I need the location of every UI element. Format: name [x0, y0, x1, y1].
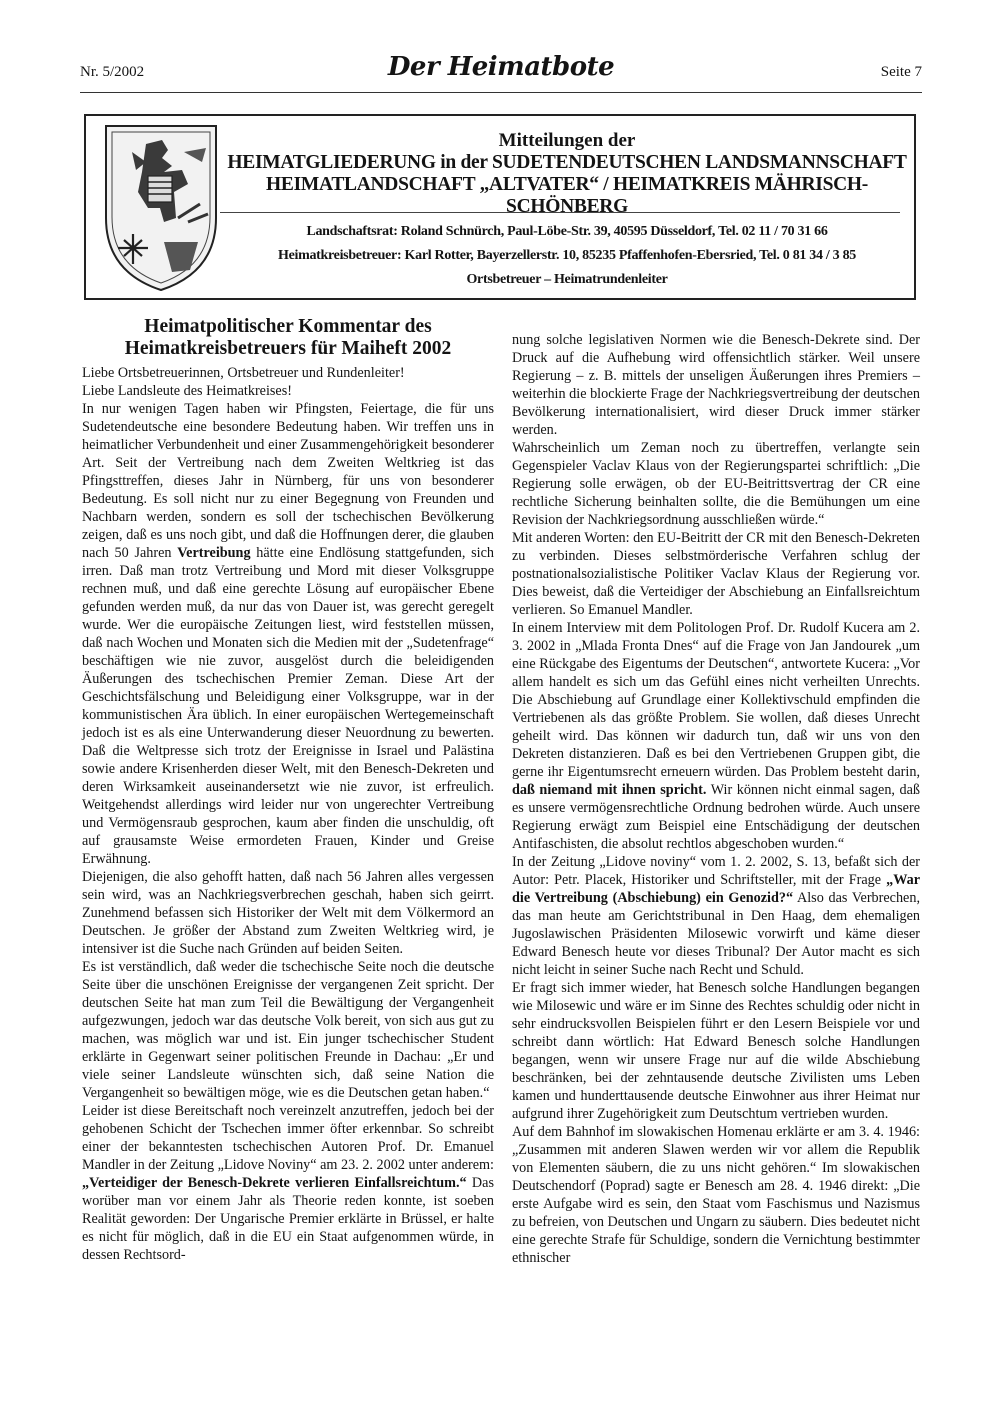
heimatgliederung-box: [84, 114, 916, 300]
greeting-line2: Liebe Landsleute des Heimatkreises!: [82, 383, 292, 399]
headline-line1: Heimatpolitischer Kommentar des: [144, 316, 432, 337]
paragraph-4-text-cont: Das worüber man vor einem Jahr als Theorie reden konnte, ist soeben Realität geworden: Der Ungarische Premier erklärte in Brüssel, er halte es nicht für möglich, daß in die EU ein Staat aufgenommen würde, in dessen Rechtsord-: [82, 1175, 494, 1263]
issue-number: Nr. 5/2002: [80, 64, 145, 80]
paragraph-1-text: In nur wenigen Tagen haben wir Pfingsten, Feiertage, die für uns Sudetendeutsche eine besondere Bedeutung haben. Wir treffen uns in heimatlicher Verbundenheit und einer Zusammengehörigkeit besonderer Art. Seit der Vertreibung nach dem Zweiten Weltkrieg ist das Pfingsttreffen, dieses Jahr in Nürnberg, für uns von besonderer Bedeutung. Es soll nicht nur zu einer Begegnung von Freunden und Nachbarn werden, sondern es soll der tschechischen Bevölkerung zeigen, daß es uns noch gibt, und daß die Hoffnungen derer, die glauben nach 50 Jahren: [82, 401, 494, 561]
greeting-line1: Liebe Ortsbetreuerinnen, Ortsbetreuer und Rundenleiter!: [82, 365, 405, 381]
box-title-line1: Mitteilungen der: [498, 130, 636, 151]
box-contacts: [226, 220, 908, 292]
paragraph-4: [82, 1102, 494, 1264]
coat-of-arms-icon: [102, 122, 220, 294]
paragraph-r5: [512, 853, 920, 979]
box-title-line3: HEIMATLANDSCHAFT „ALTVATER“ / HEIMATKREIS MÄHRISCH-SCHÖNBERG: [266, 174, 868, 217]
paragraph-1-text-cont: hätte eine Endlösung stattgefunden, sich irren. Daß man trotz Vertreibung und Mord mit dieser Volksgruppe rechnen muß, und daß eine gerechte Lösung auf europäischer Ebene gefunden werden muß, da nur das von Dauer ist, was gerecht geregelt wurde. Wer die europäische Zeitungen liest, wird feststellen müssen, daß nach Wochen und Monaten sich die Medien mit der „Sudetenfrage“ beschäftigen wie nie zuvor, ausgelöst durch die beleidigenden Äußerungen des tschechischen Premier Zeman. Diese Art der Geschichtsfälschung und Beleidigung einer Volksgruppe, war in der kommunistischen Ära üblich. In einer europäischen Wertegemeinschaft jedoch ist es als eine Unterwanderung dieser Neuordnung zu bewerten. Daß die Weltpresse sich trotz der Ereignisse in Israel und Palästina sowie andere Krisenherden dieser Welt, mit den Benesch-Dekreten und deren Wirksamkeit auseinandersetzt wie nie zuvor, ist erfreulich. Weitgehendst allerdings wird leider nur von ungerechter Vertreibung und Vermögensraub gesprochen, kaum aber finden die unschuldig, oft auf grausamste Weise ermordeten Frauen, Kinder und Greise Erwähnung.: [82, 545, 494, 867]
contact-heimatkreisbetreuer: Heimatkreisbetreuer: Karl Rotter, Bayerzellerstr. 10, 85235 Pfaffenhofen-Ebersried, Tel. 0 81 34 / 3 85: [278, 248, 856, 263]
headline-line2: Heimatkreisbetreuers für Maiheft 2002: [124, 338, 452, 359]
paragraph-r4-text: In einem Interview mit dem Politologen Prof. Dr. Rudolf Kucera am 2. 3. 2002 in „Mlada Fronta Dnes“ auf die Frage von Jan Jandourek „um eine Rückgabe des Eigentums der Deutschen“, antwortete Kucera: „Vor allem handelt es sich um das Gefühl eines nicht verheilten Unrechts. Die Abschiebung auf Grundlage einer Kollektivschuld empfinden die Vertriebenen als das größte Problem. Sie wollen, daß dieses Unrecht geheilt wird. Das können wir dadurch tun, daß wir uns von den Dekreten distanzieren. Daß es bei den Vertriebenen Gruppen gibt, die gerne ihr Eigentumsrecht erneuern würden. Das Problem besteht darin,: [512, 620, 920, 780]
box-title: [226, 130, 908, 218]
article-headline: [82, 316, 494, 360]
contact-ortsbetreuer: Ortsbetreuer – Heimatrundenleiter: [466, 272, 668, 287]
paragraph-r5-text: In der Zeitung „Lidove noviny“ vom 1. 2. 2002, S. 13, befaßt sich der Autor: Petr. Placek, Historiker und Schriftsteller, mit der Frage: [512, 854, 920, 888]
paragraph-r3: Mit anderen Worten: den EU-Beitritt der CR mit den Benesch-Dekreten zu verbinden. Dieses selbstmörderische Verfahren schlug der postnationalsozialistische Politiker Vaclav Klaus der Regierung vor. Dies beweist, daß die Verteidiger der Abschiebung an Einfallsreichtum verlieren. So Emanuel Mandler.: [512, 530, 920, 618]
article-column-right: [512, 331, 920, 1267]
paragraph-2: Diejenigen, die also gehofft hatten, daß nach 56 Jahren alles vergessen sein wird, was an Nachkriegsverbrechen geschah, haben sich geirrt. Zunehmend befassen sich Historiker der Welt mit dem Völkermord an Deutschen. Je größer der Abstand zum Zweiten Weltkrieg wird, je intensiver ist die Suche nach Gründen auf beiden Seiten.: [82, 869, 494, 957]
paragraph-r4: [512, 619, 920, 853]
paragraph-r4-bold: daß niemand mit ihnen spricht.: [512, 782, 707, 798]
page-number: Seite 7: [880, 64, 922, 80]
paragraph-r5-bold: „War die Vertreibung (Abschiebung) ein Genozid?“: [512, 872, 920, 906]
masthead: Der Heimatbote: [387, 52, 615, 82]
paragraph-1: [82, 400, 494, 868]
paragraph-3: Es ist verständlich, daß weder die tschechische Seite noch die deutsche Seite über die unschönen Ereignisse der vergangenen Zeit spricht. Der deutschen Seite hat man zum Teil die Bewältigung der Vergangenheit aufgezwungen, jedoch war das deutsche Volk bereit, von sich aus gut zu machen, was möglich war und ist. Ein junger tschechischer Student erklärte in Gegenwart seiner politischen Freunde in Dachau: „Er und viele seiner Landsleute wünschten sich, daß seine Nation die Vergangenheit so bewältigen möge, wie es die Deutschen getan haben.“: [82, 959, 494, 1101]
page-header: [80, 52, 922, 93]
paragraph-4-bold: „Verteidiger der Benesch-Dekrete verlieren Einfallsreichtum.“: [82, 1175, 467, 1191]
paragraph-r2: Wahrscheinlich um Zeman noch zu übertreffen, verlangte sein Gegenspieler Vaclav Klaus von der Regierungspartei schriftlich: „Die Regierung solle erwägen, ob der EU-Beitrittsvertrag der CR eine rechtliche Sicherung beinhalten sollte, die die Bemühungen um eine Revision der Nachkriegsordnung ausschließen würde.“: [512, 440, 920, 528]
article-column-left: [82, 316, 494, 1264]
paragraph-r1: nung solche legislativen Normen wie die Benesch-Dekrete sind. Der Druck auf die Aufhebung wird offensichtlich stärker. Weil unsere Regierung – z. B. mittels der unseligen Äußerungen ihres Premiers – weiterhin die blockierte Frage der Nachkriegsvertreibung der deutschen Bevölkerung internationalisiert, wird dieser Druck immer stärker werden.: [512, 332, 920, 438]
paragraph-r7: Auf dem Bahnhof im slowakischen Homenau erklärte er am 3. 4. 1946: „Zusammen mit anderen Slawen werden wir vor allem die Republik von Elementen säubern, die zu uns nicht gehören.“ Im slowakischen Deutschendorf (Poprad) sagte er Benesch am 28. 4. 1946 direkt: „Die erste Aufgabe wird es sein, den Staat vom Faschismus und Nazismus zu befreien, von Deutschen und Ungarn zu säubern. Dies bedeutet nicht eine gerechte Strafe für Schuldige, sondern die Vernichtung bestimmter ethnischer: [512, 1124, 920, 1266]
box-title-line2: HEIMATGLIEDERUNG in der SUDETENDEUTSCHEN LANDSMANNSCHAFT: [227, 152, 907, 173]
paragraph-1-bold: Vertreibung: [177, 545, 251, 561]
paragraph-r5-text-cont: Also das Verbrechen, das man heute am Gerichtstribunal in Den Haag, dem ehemaligen Jugoslawischen Präsidenten Milosewic vorwirft und käme dieser Edward Benesch heute vor dieses Tribunal? Der Autor macht es sich nicht leicht in seiner Suche nach Recht und Schuld.: [512, 890, 920, 978]
paragraph-r4-text-cont: Wir können nicht einmal sagen, daß es unsere vermögensrechtliche Ordnung bedrohen würde. Auch unsere Regierung erwägt zum Beispiel eine Entschädigung der deutschen Antifaschisten, die absolut rechtlos abgeschoben wurden.“: [512, 782, 921, 852]
paragraph-r6: Er fragt sich immer wieder, hat Benesch solche Handlungen begangen wie Milosewic und wäre er im Sinne des Rechtes schuldig oder nicht in sehr eindrucksvollen Beispielen führt er den Lesern Beispiele vor und schreibt dann wörtlich: Hat Edward Benesch solche Handlungen begangen, wenn wir unsere Frage nur auf die wilde Abschiebung beschränken, bei der zehntausende deutsche Zivilisten ums Leben kamen und hunderttausende deutsche Einwohner aus ihrer Heimat nur aufgrund ihrer Zugehörigkeit zum Deutschtum vertrieben wurden.: [512, 980, 920, 1122]
paragraph-4-text: Leider ist diese Bereitschaft noch vereinzelt anzutreffen, jedoch bei der gehobenen Schicht der Tschechen immer öfter erkennbar. So schreibt einer der bekanntesten tschechischen Autoren Prof. Dr. Emanuel Mandler in der Zeitung „Lidove Noviny“ am 23. 2. 2002 unter anderem:: [82, 1103, 494, 1173]
contact-landschaftsrat: Landschaftsrat: Roland Schnürch, Paul-Löbe-Str. 39, 40595 Düsseldorf, Tel. 02 11 / 70 31 66: [306, 224, 828, 239]
box-divider: [220, 212, 900, 213]
